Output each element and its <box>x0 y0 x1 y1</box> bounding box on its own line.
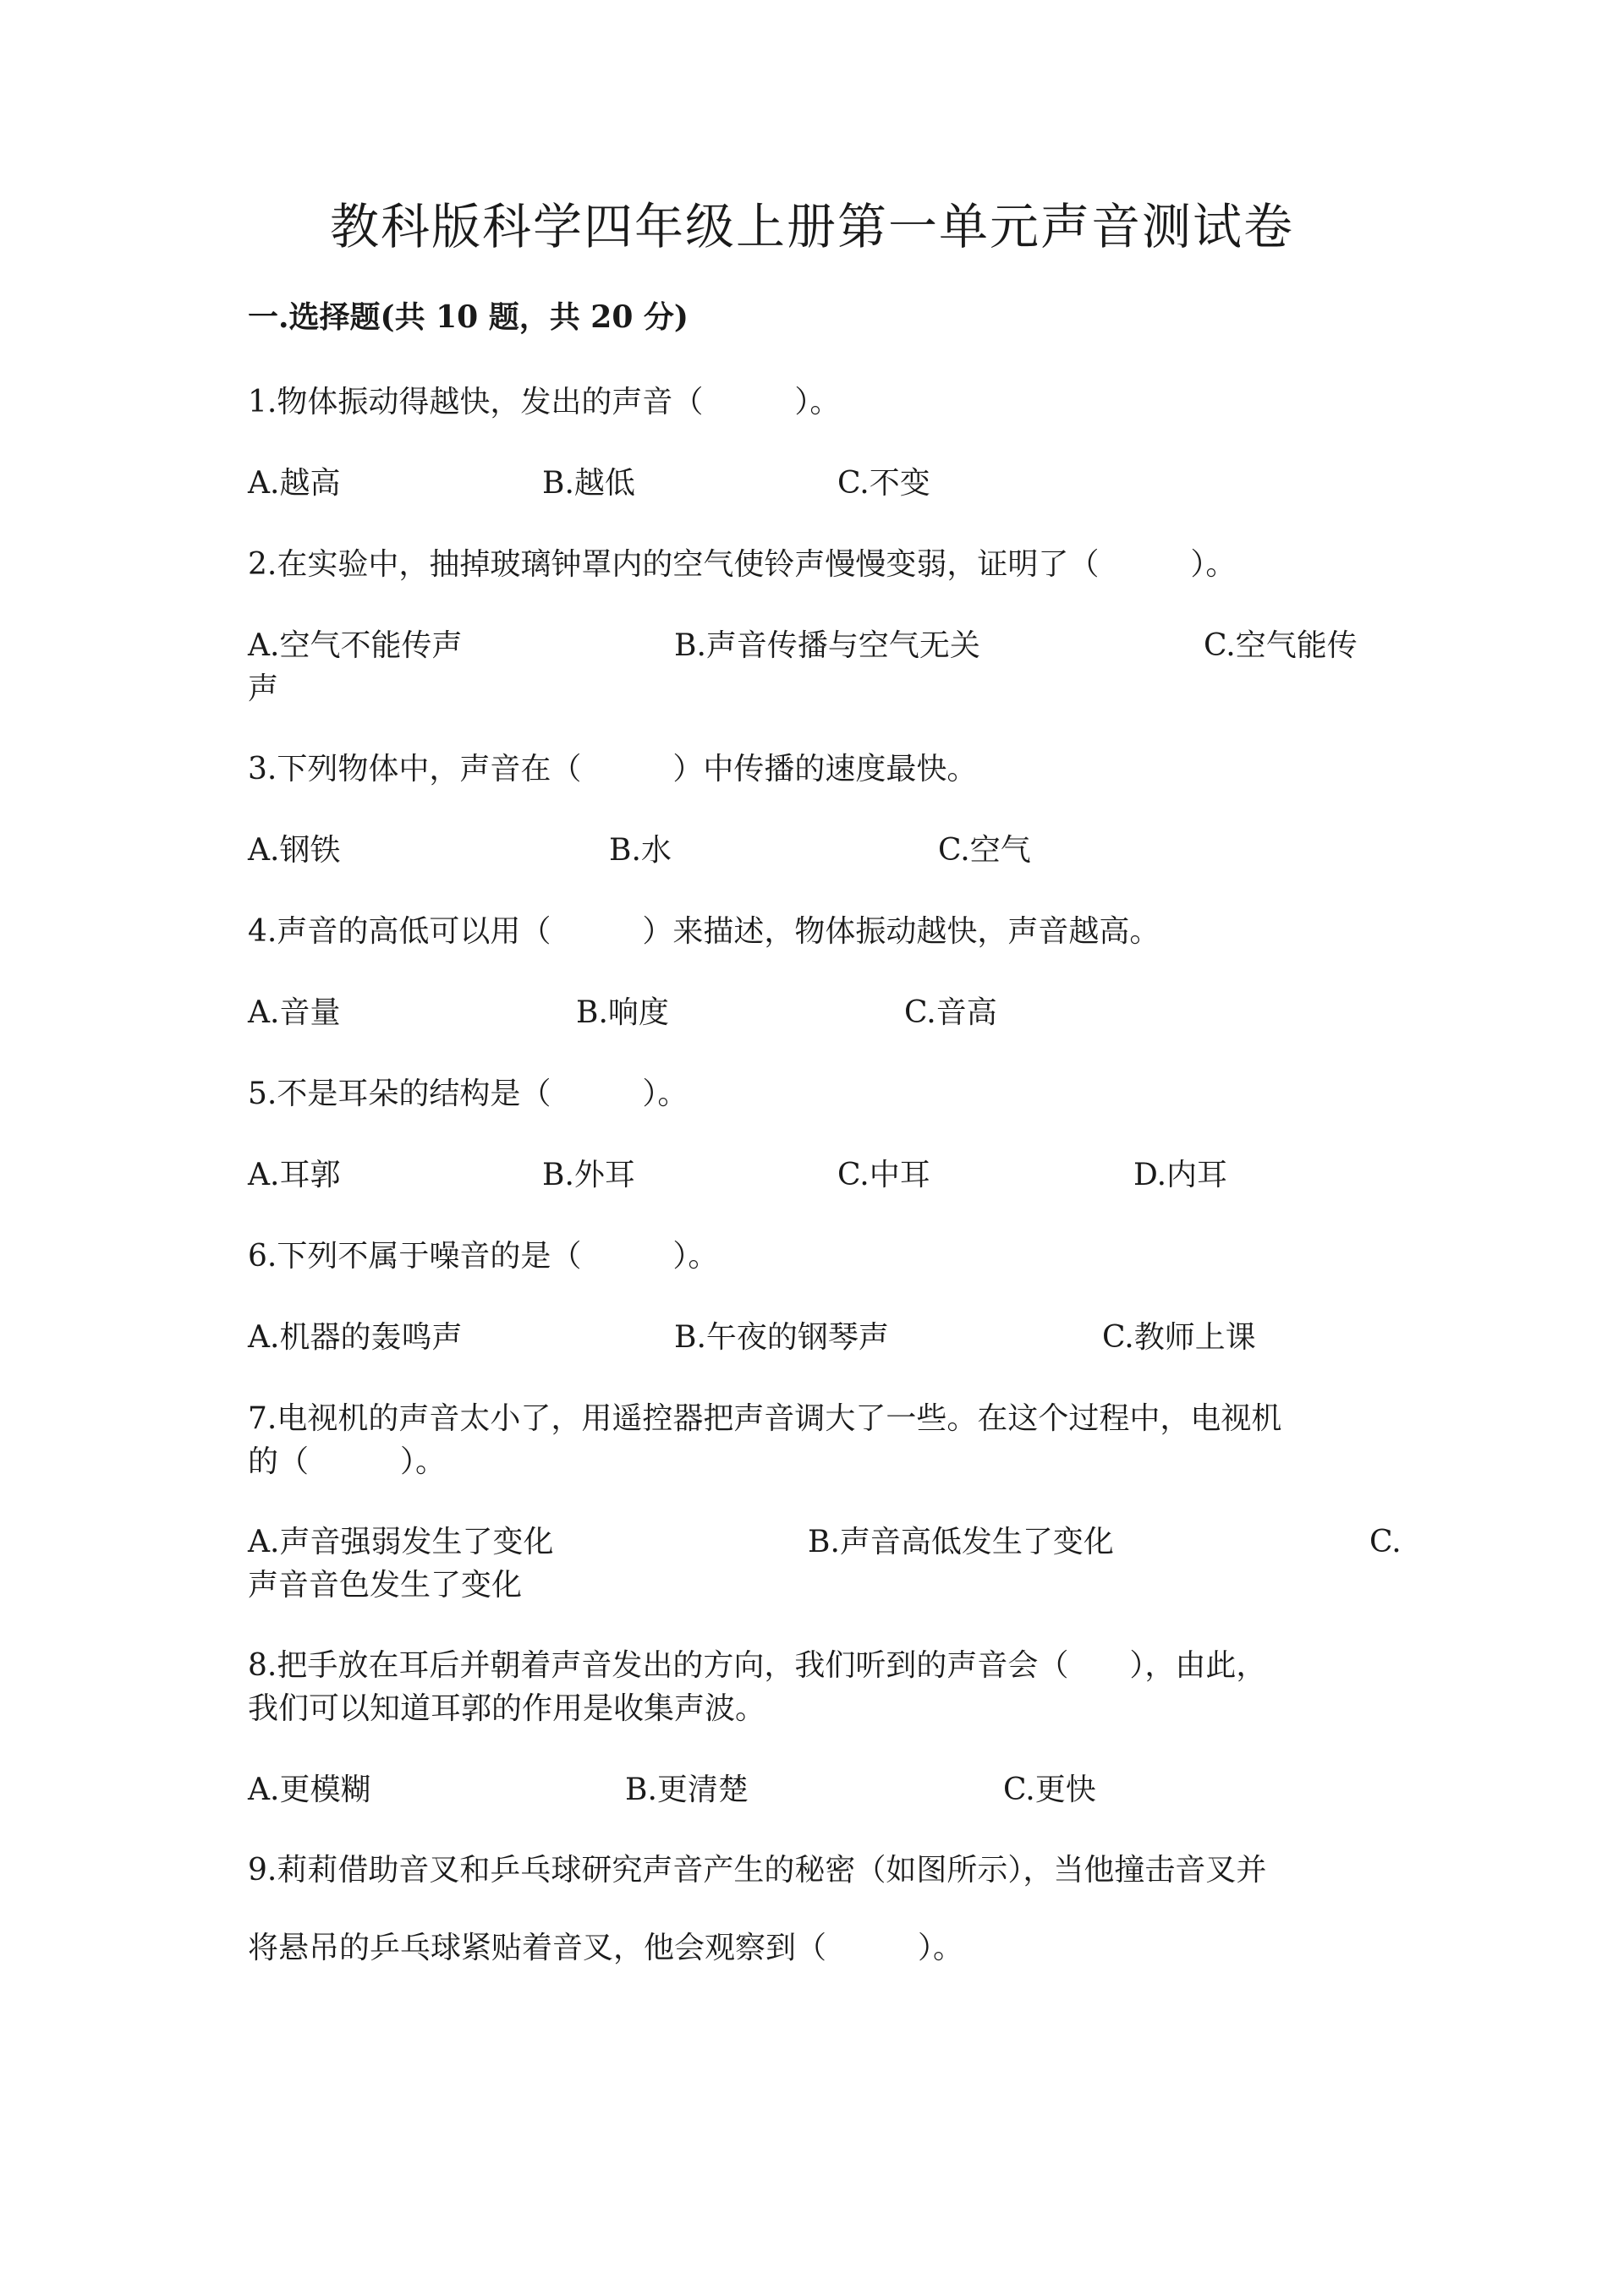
q7-option-b[interactable]: B.声音高低发生了变化 <box>808 1525 1114 1559</box>
q2-option-c[interactable]: C.空气能传 <box>1204 628 1358 663</box>
q6-option-a[interactable]: A.机器的轰鸣声 <box>248 1320 463 1355</box>
q7-option-a[interactable]: A.声音强弱发生了变化 <box>248 1525 554 1559</box>
q8-option-c[interactable]: C.更快 <box>1003 1773 1096 1807</box>
question-1-options <box>248 462 1407 506</box>
q7-option-c[interactable]: C. <box>1369 1525 1402 1559</box>
question-1-stem: 1.物体振动得越快，发出的声音（ ）。 <box>248 385 841 419</box>
q1-option-c[interactable]: C.不变 <box>837 466 930 501</box>
q3-option-c[interactable]: C.空气 <box>938 833 1031 868</box>
question-8-stem-line1: 8.把手放在耳后并朝着声音发出的方向，我们听到的声音会（ ），由此， <box>248 1648 1267 1683</box>
q2-option-a[interactable]: A.空气不能传声 <box>248 628 463 663</box>
q4-option-b[interactable]: B.响度 <box>576 995 669 1030</box>
question-7-options <box>248 1521 1407 1564</box>
question-6-options <box>248 1316 1407 1360</box>
q2-option-c-continuation: 声 <box>248 671 279 706</box>
q2-option-b[interactable]: B.声音传播与空气无关 <box>674 628 980 663</box>
q6-option-b[interactable]: B.午夜的钢琴声 <box>674 1320 889 1355</box>
question-8-stem-line2: 我们可以知道耳郭的作用是收集声波。 <box>248 1691 766 1726</box>
question-5-options <box>248 1153 1407 1197</box>
q5-option-b[interactable]: B.外耳 <box>542 1158 635 1192</box>
q6-option-c[interactable]: C.教师上课 <box>1102 1320 1256 1355</box>
question-4-stem: 4.声音的高低可以用（ ）来描述，物体振动越快，声音越高。 <box>248 914 1160 949</box>
question-8-options <box>248 1768 1407 1812</box>
q8-option-a[interactable]: A.更模糊 <box>248 1773 371 1807</box>
section-heading: 一.选择题(共 10 题，共 20 分) <box>248 299 689 335</box>
question-6-stem: 6.下列不属于噪音的是（ ）。 <box>248 1239 719 1274</box>
question-3-stem: 3.下列物体中，声音在（ ）中传播的速度最快。 <box>248 752 978 786</box>
q8-option-b[interactable]: B.更清楚 <box>625 1773 749 1807</box>
q4-option-a[interactable]: A.音量 <box>248 995 341 1030</box>
question-2-options <box>248 624 1407 668</box>
q1-option-b[interactable]: B.越低 <box>542 466 635 501</box>
q5-option-a[interactable]: A.耳郭 <box>248 1158 341 1192</box>
q4-option-c[interactable]: C.音高 <box>904 995 997 1030</box>
question-5-stem: 5.不是耳朵的结构是（ ）。 <box>248 1077 689 1111</box>
question-4-options <box>248 991 1407 1035</box>
question-3-options <box>248 829 1407 873</box>
question-7-stem-line2: 的（ ）。 <box>248 1444 447 1479</box>
q7-option-c-continuation: 声音音色发生了变化 <box>248 1568 523 1603</box>
question-9-stem-line2: 将悬吊的乒乓球紧贴着音叉，他会观察到（ ）。 <box>248 1931 964 1965</box>
q3-option-b[interactable]: B.水 <box>609 833 672 868</box>
exam-title: 教科版科学四年级上册第一单元声音测试卷 <box>329 198 1294 255</box>
q3-option-a[interactable]: A.钢铁 <box>248 833 341 868</box>
question-9-stem-line1: 9.莉莉借助音叉和乒乓球研究声音产生的秘密（如图所示），当他撞击音叉并 <box>248 1853 1267 1888</box>
q5-option-c[interactable]: C.中耳 <box>837 1158 930 1192</box>
q1-option-a[interactable]: A.越高 <box>248 466 341 501</box>
q5-option-d[interactable]: D.内耳 <box>1133 1158 1228 1192</box>
question-2-stem: 2.在实验中，抽掉玻璃钟罩内的空气使铃声慢慢变弱，证明了（ ）。 <box>248 547 1237 582</box>
question-7-stem-line1: 7.电视机的声音太小了，用遥控器把声音调大了一些。在这个过程中，电视机 <box>248 1401 1282 1436</box>
